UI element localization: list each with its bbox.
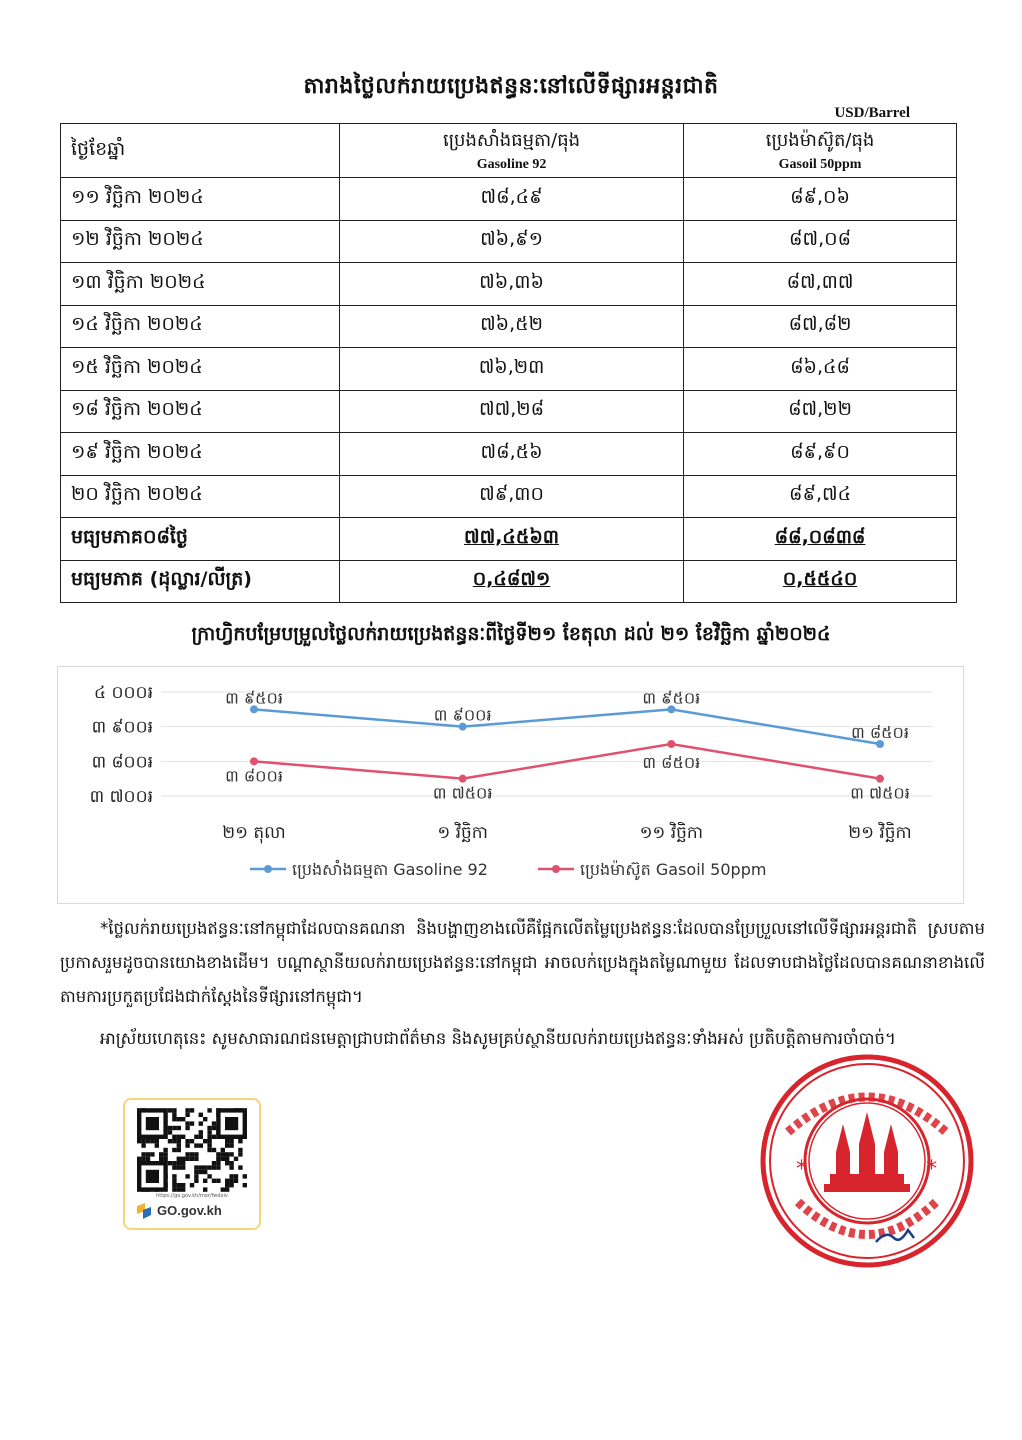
table-row	[61, 263, 957, 306]
header-gasoil-en: Gasoil 50ppm	[778, 157, 862, 172]
y-tick-label: ៣ ៧០០៛	[89, 787, 153, 807]
qr-url: https://go.gov.kh/mor/fwdxiv	[156, 1193, 228, 1199]
row-gasoil: ៨៧,២២	[684, 390, 957, 433]
data-label: ៣ ៧៥០៛	[432, 783, 493, 803]
data-point	[250, 757, 258, 765]
row-gasoil: ៨៧,៣៧	[684, 263, 957, 306]
data-label: ៣ ៨៥០៛	[851, 723, 909, 742]
row-gasoline: ៧៨,៤៩	[340, 178, 684, 221]
unit-label: USD/Barrel	[834, 105, 910, 121]
table-header-row	[61, 124, 957, 178]
header-gasoil	[684, 124, 957, 178]
average-gasoline: ៧៧,៤៥៦៣	[464, 525, 560, 548]
row-gasoline: ៧៦,៥២	[340, 305, 684, 348]
row-gasoil: ៨៧,៨២	[684, 305, 957, 348]
header-gasoline	[340, 124, 684, 178]
x-tick-label: ១ វិច្ឆិកា	[437, 823, 488, 843]
data-label: ៣ ៨០០៛	[225, 766, 283, 786]
row-gasoil: ៨៩,៩០	[684, 433, 957, 476]
data-point	[459, 775, 467, 783]
seal-star-left: *	[796, 1157, 807, 1182]
x-tick-label: ២១ តុលា	[222, 823, 286, 843]
row-gasoline: ៧៦,២៣	[340, 348, 684, 391]
row-date: ១៣ វិច្ឆិកា ២០២៤	[61, 263, 340, 306]
legend-label: ប្រេងម៉ាស៊ូត Gasoil 50ppm	[580, 860, 767, 879]
average-liter-gasoline: ០,៤៨៧១	[472, 568, 551, 591]
row-gasoline: ៧៩,៣០	[340, 475, 684, 518]
average-row	[61, 518, 957, 561]
seal-star-right: *	[926, 1157, 937, 1182]
average-label: មធ្យមភាគ០៨ថ្ងៃ	[61, 518, 340, 561]
table-row	[61, 220, 957, 263]
data-label: ៣ ៩៥០៛	[642, 688, 701, 708]
table-row	[61, 390, 957, 433]
ministry-seal-stamp	[758, 1052, 976, 1270]
row-date: ២០ វិច្ឆិកា ២០២៤	[61, 475, 340, 518]
table-row	[61, 475, 957, 518]
row-date: ១២ វិច្ឆិកា ២០២៤	[61, 220, 340, 263]
x-tick-label: ២១ វិច្ឆិកា	[848, 823, 912, 843]
chart-svg	[58, 667, 963, 903]
header-gasoline-km: ប្រេងសាំងធម្មតា/ធុង	[442, 130, 581, 151]
chart-title: ក្រាហ្វិកបម្រែបម្រួលថ្លៃលក់រាយប្រេងឥន្ធនៈពីថ្ងៃទី២១ ខែតុលា ដល់ ២១ ខែវិច្ឆិកា ឆ្នាំ២០២៤	[191, 623, 831, 645]
row-date: ១៥ វិច្ឆិកា ២០២៤	[61, 348, 340, 391]
row-date: ១៩ វិច្ឆិកា ២០២៤	[61, 433, 340, 476]
data-label: ៣ ៩០០៛	[433, 705, 492, 725]
y-tick-label: ៣ ៨០០៛	[91, 752, 153, 773]
row-gasoline: ៧៦,៩១	[340, 220, 684, 263]
row-gasoil: ៨៦,៤៨	[684, 348, 957, 391]
price-chart	[57, 666, 964, 904]
average-liter-label: មធ្យមភាគ (ដុល្លារ/លីត្រ)	[61, 560, 340, 603]
table-row	[61, 305, 957, 348]
legend-marker	[264, 865, 272, 873]
data-label: ៣ ៩៥០៛	[225, 688, 283, 708]
page-title: តារាងថ្លៃលក់រាយប្រេងឥន្ធនៈនៅលើទីផ្សារអន្តរជាតិ	[303, 74, 719, 99]
row-date: ១៨ វិច្ឆិកា ២០២៤	[61, 390, 340, 433]
header-gasoil-km: ប្រេងម៉ាស៊ូត/ធុង	[765, 130, 875, 151]
legend-label: ប្រេងសាំងធម្មតា Gasoline 92	[292, 860, 488, 879]
average-liter-gasoil: ០,៥៥៤០	[782, 568, 858, 591]
y-tick-label: ៤ ០០០៛	[94, 683, 153, 703]
row-gasoil: ៨៩,៧៤	[684, 475, 957, 518]
note-paragraph-2: អាស្រ័យហេតុនេះ សូមសាធារណជនមេត្តាជ្រាបជាព័ត៌មាន និងសូមគ្រប់ស្ថានីយលក់រាយប្រេងឥន្ធនៈទាំងអស់ ប្រតិបត្តិតាមការចាំបាច់។	[100, 1029, 896, 1048]
average-liter-row	[61, 560, 957, 603]
go-gov-brand: GO.gov.kh	[157, 1203, 222, 1218]
table-row	[61, 348, 957, 391]
table-row	[61, 178, 957, 221]
row-date: ១១ វិច្ឆិកា ២០២៤	[61, 178, 340, 221]
x-tick-label: ១១ វិច្ឆិកា	[639, 823, 704, 843]
row-gasoline: ៧៦,៣៦	[340, 263, 684, 306]
data-label: ៣ ៧៥០៛	[850, 783, 910, 803]
header-date: ថ្ងៃខែឆ្នាំ	[61, 124, 340, 178]
average-gasoil-cell	[684, 518, 957, 561]
data-point	[667, 740, 675, 748]
row-gasoline: ៧៧,២៨	[340, 390, 684, 433]
row-gasoil: ៨៩,០៦	[684, 178, 957, 221]
data-label: ៣ ៨៥០៛	[642, 753, 701, 772]
price-table	[60, 123, 957, 603]
average-gasoil: ៨៨,០៨៣៨	[774, 525, 866, 548]
average-liter-gasoline-cell	[340, 560, 684, 603]
row-gasoil: ៨៧,០៨	[684, 220, 957, 263]
table-row	[61, 433, 957, 476]
average-gasoline-cell	[340, 518, 684, 561]
data-point	[876, 775, 884, 783]
y-tick-label: ៣ ៩០០៛	[91, 717, 153, 738]
average-liter-gasoil-cell	[684, 560, 957, 603]
qr-code[interactable]	[137, 1108, 247, 1192]
angkor-temple-icon	[824, 1112, 910, 1192]
go-gov-logo-icon	[135, 1202, 153, 1220]
qr-card[interactable]	[123, 1098, 261, 1230]
row-gasoline: ៧៨,៥៦	[340, 433, 684, 476]
note-paragraph-1: *ថ្លៃលក់រាយប្រេងឥន្ធនៈនៅកម្ពុជាដែលបានគណនា និងបង្ហាញខាងលើគឺផ្អែកលើតម្លៃប្រេងឥន្ធនៈដែលបានប្រែប្រួលនៅលើទីផ្សារអន្តរជាតិ ស្របតាមប្រកាសរួមដូចបានយោងខាងដើម។ បណ្តាស្ថានីយលក់រាយប្រេងឥន្ធនៈនៅកម្ពុជា អាចលក់ប្រេងក្នុងតម្លៃណាមួយ ដែលទាបជាងថ្លៃដែលបានគណនាខាងលើ តាមការប្រកួតប្រជែងជាក់ស្តែងនៃទីផ្សារនៅកម្ពុជា។	[60, 919, 985, 1006]
header-gasoline-en: Gasoline 92	[476, 157, 547, 172]
row-date: ១៤ វិច្ឆិកា ២០២៤	[61, 305, 340, 348]
legend-marker	[552, 865, 560, 873]
